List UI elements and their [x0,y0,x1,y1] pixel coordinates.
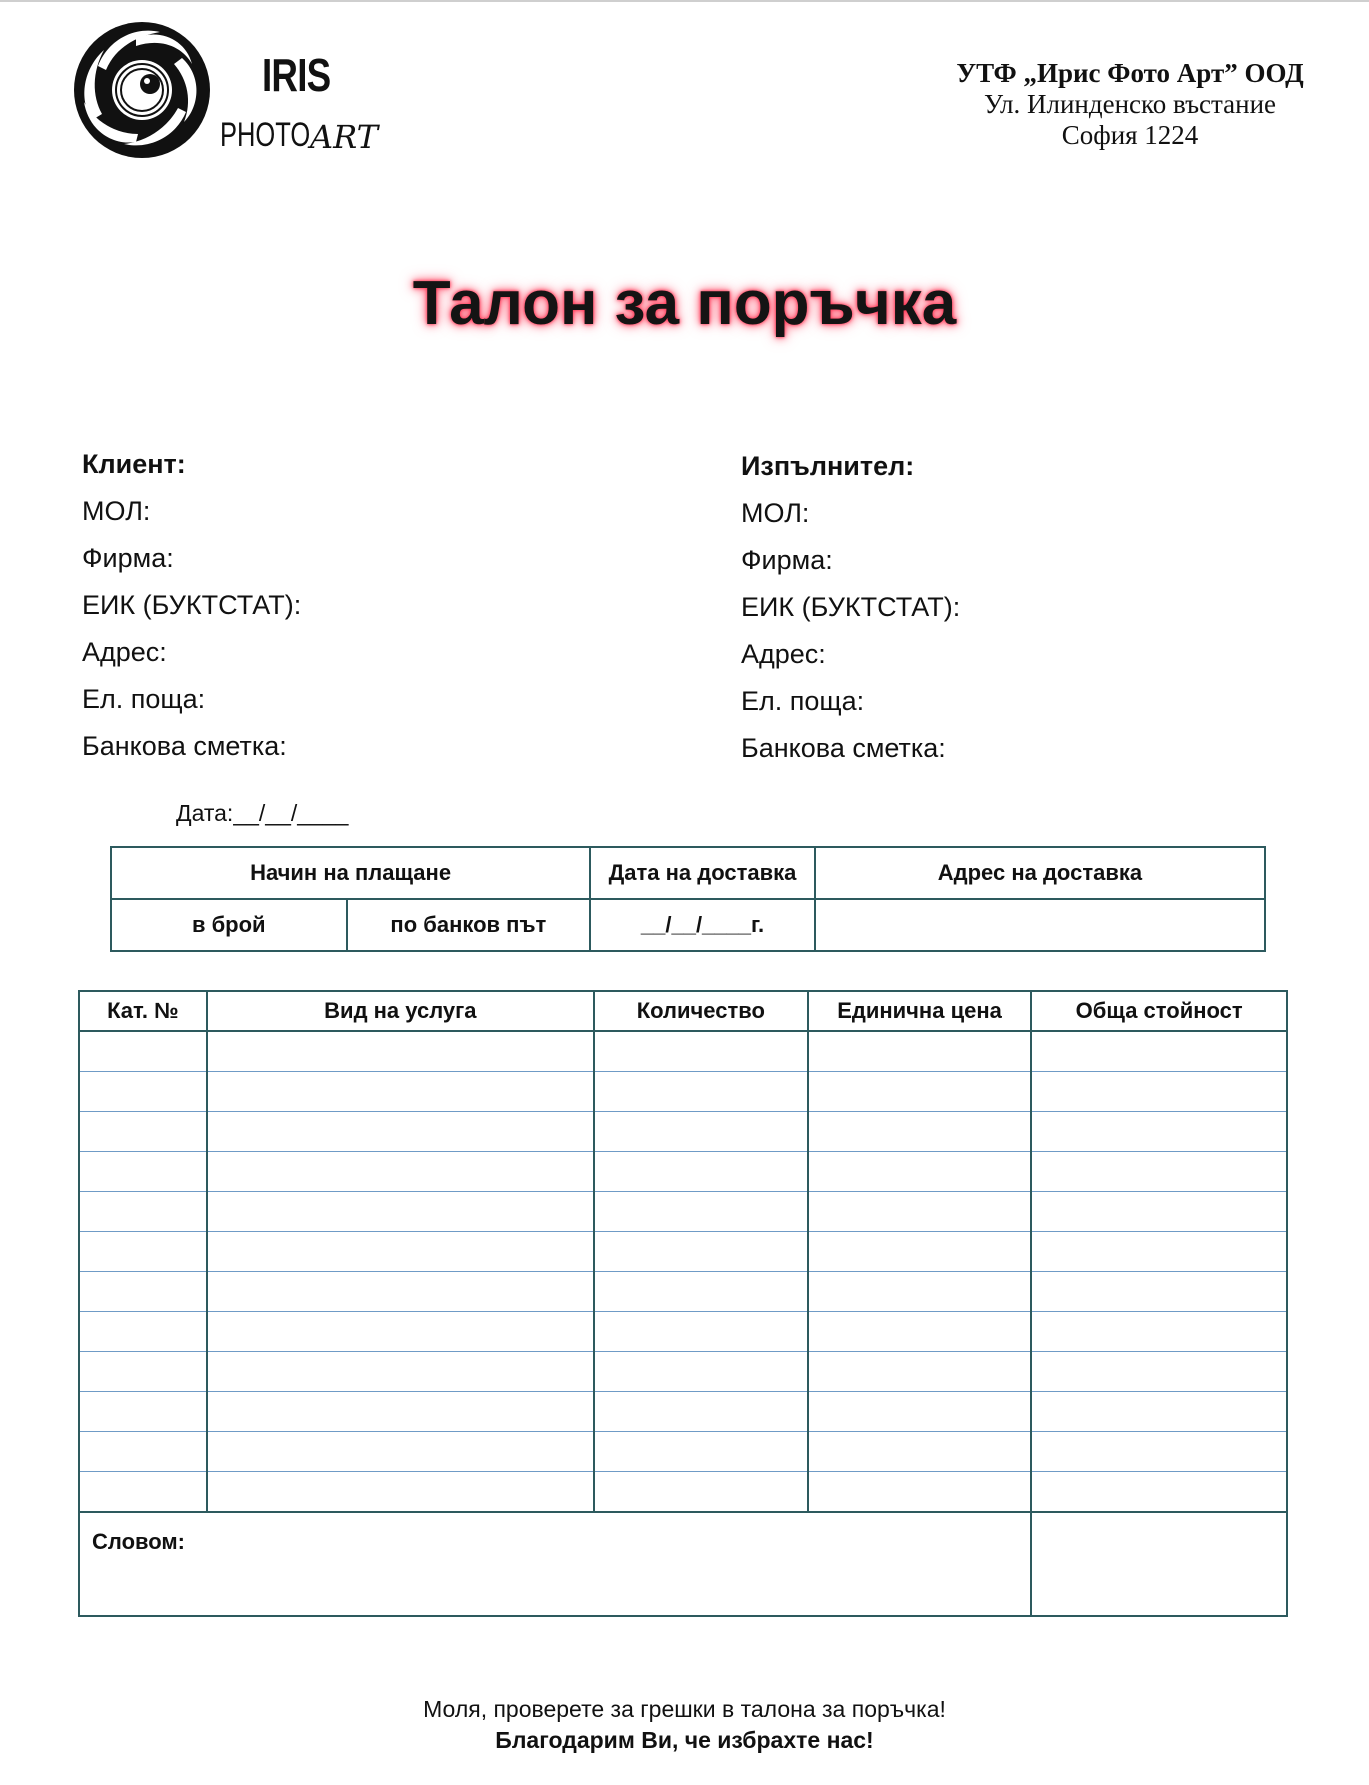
logo-art-text: ART [310,118,378,156]
services-header-row [79,991,1287,1031]
table-row [79,1312,1287,1352]
table-row [79,1072,1287,1112]
table-row [79,1031,1287,1072]
company-city: София 1224 [1061,120,1199,150]
table-row [79,1472,1287,1513]
table-row [79,1232,1287,1272]
footer-check-note: Моля, проверете за грешки в талона за поръчка! [423,1696,946,1722]
table-row [79,1392,1287,1432]
unit-price-header: Единична цена [808,991,1032,1031]
top-border-line [0,0,1369,2]
logo-brand-text: IRIS [262,49,331,101]
client-block [82,444,642,773]
in-words-row [79,1512,1287,1616]
footer-thanks: Благодарим Ви, че избрахте нас! [495,1727,874,1753]
total-value-header: Обща стойност [1031,991,1287,1031]
payment-delivery-table [110,846,1266,952]
order-date-field: Дата:__/__/____ [176,800,349,826]
table-row [79,1432,1287,1472]
delivery-date-value: __/__/____г. [590,899,815,951]
client-heading: Клиент: [82,449,186,479]
delivery-date-header: Дата на доставка [590,847,815,899]
service-type-header: Вид на услуга [207,991,594,1031]
payment-method-header: Начин на плащане [111,847,590,899]
table-row [79,1192,1287,1232]
logo-photo-text: PHOTO [220,116,311,154]
company-street: Ул. Илинденско въстание [983,89,1277,119]
client-company-label: Фирма: [82,543,174,573]
catalog-number-header: Кат. № [79,991,207,1031]
payment-bank-option: по банков път [347,899,591,951]
services-table [78,990,1288,1617]
grand-total-cell [1031,1512,1287,1616]
executor-eik-label: ЕИК (БУКТСТАТ): [741,592,961,622]
client-mol-label: МОЛ: [82,496,151,526]
payment-cash-option: в брой [111,899,347,951]
client-bank-account-label: Банкова сметка: [82,731,287,761]
payment-header-row [111,847,1265,899]
executor-block [741,446,1301,775]
payment-values-row [111,899,1265,951]
executor-mol-label: МОЛ: [741,498,810,528]
quantity-header: Количество [594,991,808,1031]
delivery-address-value [815,899,1265,951]
executor-company-label: Фирма: [741,545,833,575]
executor-email-label: Ел. поща: [741,686,865,716]
in-words-label: Словом: [79,1512,1031,1616]
company-info [940,58,1320,151]
executor-heading: Изпълнител: [741,451,915,481]
iris-photo-art-logo [70,18,400,168]
table-row [79,1272,1287,1312]
executor-address-label: Адрес: [741,639,826,669]
executor-bank-account-label: Банкова сметка: [741,733,946,763]
page-title: Талон за поръчка [412,269,957,338]
client-address-label: Адрес: [82,637,167,667]
delivery-address-header: Адрес на доставка [815,847,1265,899]
table-row [79,1152,1287,1192]
client-email-label: Ел. поща: [82,684,206,714]
company-name: УТФ „Ирис Фото Арт” ООД [956,58,1304,88]
client-eik-label: ЕИК (БУКТСТАТ): [82,590,302,620]
table-row [79,1112,1287,1152]
table-row [79,1352,1287,1392]
